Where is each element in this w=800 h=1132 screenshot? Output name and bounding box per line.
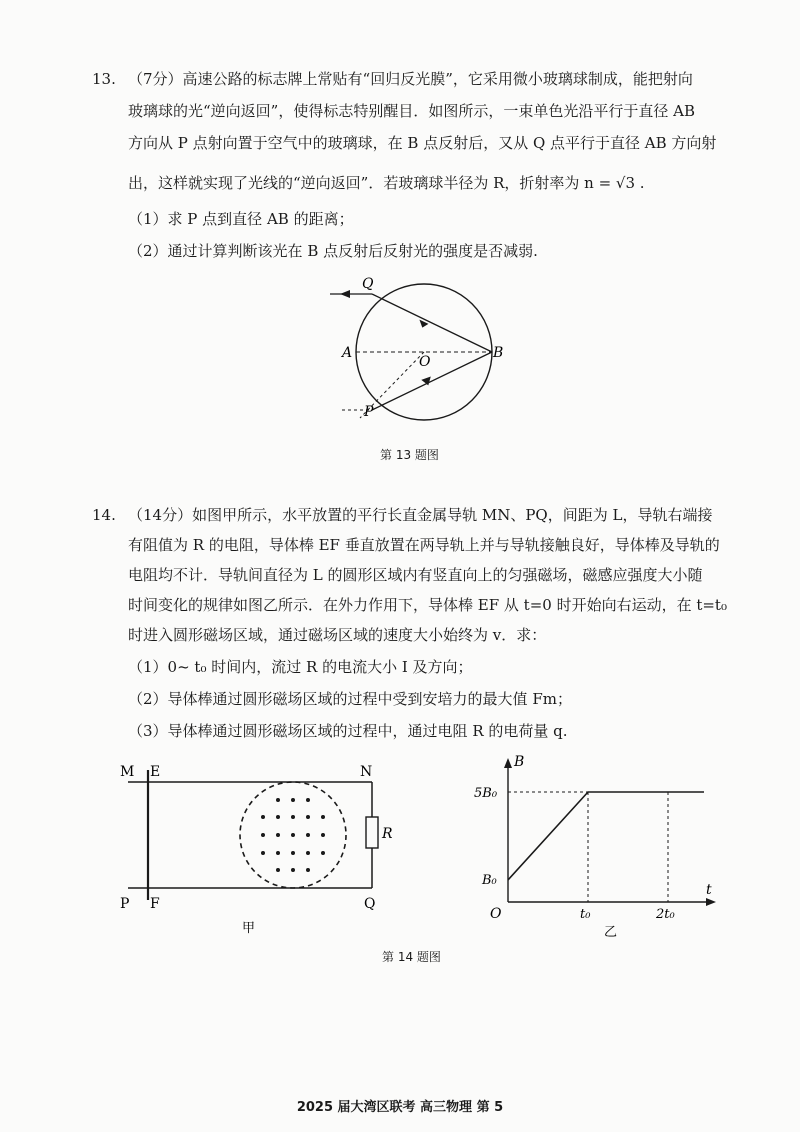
- label-m: M: [120, 764, 135, 780]
- q13-line-1: （7分）高速公路的标志牌上常贴有“回归反光膜”，它采用微小玻璃球制成，能把射向: [128, 70, 693, 88]
- tick-label-b0: B₀: [482, 873, 497, 888]
- q14-line-3: 电阻均不计．导轨间直径为 L 的圆形区域内有竖直向上的匀强磁场，磁感应强度大小随: [128, 566, 703, 584]
- q14-line-1: （14分）如图甲所示，水平放置的平行长直金属导轨 MN、PQ，间距为 L，导轨右端接: [128, 506, 713, 524]
- reflected-ray-bq: [372, 294, 492, 352]
- label-r: R: [382, 826, 393, 842]
- field-dots: [261, 798, 325, 872]
- label-a: A: [342, 345, 353, 361]
- q13-number: 13.: [92, 70, 116, 88]
- tick-label-5b0: 5B₀: [474, 786, 498, 801]
- label-p: P: [120, 896, 130, 912]
- q13-caption: 第 13 题图: [380, 448, 439, 462]
- q13-line-2: 玻璃球的光“逆向返回”，使得标志特别醒目．如图所示，一束单色光沿平行于直径 AB: [128, 102, 695, 120]
- q13-figure: [300, 272, 530, 442]
- label-e: E: [150, 764, 161, 780]
- tick-label-2t0: 2t₀: [656, 907, 675, 922]
- q14-sub1: （1）0~ t₀ 时间内，流过 R 的电流大小 I 及方向；: [128, 658, 473, 676]
- label-p: P: [364, 404, 374, 420]
- q14-figure-jia: [110, 760, 410, 940]
- q13-line-3: 方向从 P 点射向置于空气中的玻璃球，在 B 点反射后，又从 Q 点平行于直径 AB 方向射: [128, 134, 717, 152]
- page-footer: 2025 届大湾区联考 高三物理 第 5: [296, 1100, 504, 1115]
- label-q: Q: [362, 276, 374, 292]
- q14-line-5: 时进入圆形磁场区域，通过磁场区域的速度大小始终为 v．求：: [128, 626, 547, 644]
- label-n: N: [360, 764, 373, 780]
- q13-sub1: （1）求 P 点到直径 AB 的距离；: [128, 210, 354, 228]
- q13-sub2: （2）通过计算判断该光在 B 点反射后反射光的强度是否减弱.: [128, 242, 538, 260]
- label-b: B: [493, 345, 504, 361]
- axis-label-t: t: [706, 882, 712, 898]
- axis-label-b: B: [514, 754, 525, 770]
- label-f: F: [150, 896, 160, 912]
- q14-sub2: （2）导体棒通过圆形磁场区域的过程中受到安培力的最大值 Fm；: [128, 690, 572, 708]
- label-jia: 甲: [242, 921, 256, 936]
- q14-sub3: （3）导体棒通过圆形磁场区域的过程中，通过电阻 R 的电荷量 q.: [128, 722, 568, 740]
- label-q: Q: [364, 896, 376, 912]
- q14-figure-yi: [470, 752, 730, 942]
- label-o: O: [419, 354, 431, 370]
- q14-line-4: 时间变化的规律如图乙所示．在外力作用下，导体棒 EF 从 t=0 时开始向右运动，在 t=t₀: [128, 596, 727, 614]
- tick-label-t0: t₀: [580, 907, 591, 922]
- q13-line-4: 出，这样就实现了光线的“逆向返回”．若玻璃球半径为 R，折射率为 n = √3 .: [128, 174, 645, 192]
- tick-label-origin: O: [490, 906, 502, 922]
- x-axis-arrow: [706, 898, 716, 906]
- q14-number: 14.: [92, 506, 116, 524]
- q14-line-2: 有阻值为 R 的电阻，导体棒 EF 垂直放置在两导轨上并与导轨接触良好，导体棒及导轨的: [128, 536, 720, 554]
- b-t-series-line: [508, 792, 704, 880]
- q14-caption: 第 14 题图: [382, 950, 441, 964]
- label-yi: 乙: [604, 925, 618, 940]
- refracted-ray-pb: [372, 352, 492, 410]
- y-axis-arrow: [504, 758, 512, 768]
- arrow-exit: [340, 290, 350, 298]
- resistor-r: [366, 817, 378, 848]
